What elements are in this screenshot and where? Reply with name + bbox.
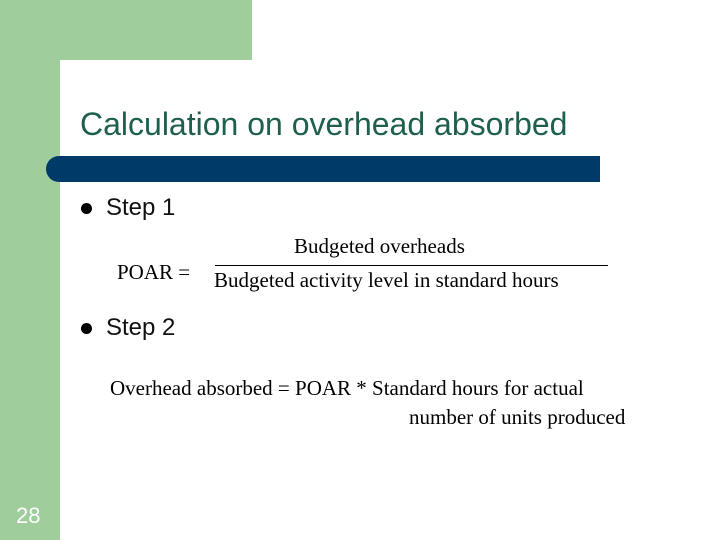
left-green-band bbox=[0, 0, 60, 540]
step-2-label: Step 2 bbox=[106, 314, 176, 341]
formula1-lhs: POAR = bbox=[117, 260, 191, 284]
slide-title: Calculation on overhead absorbed bbox=[80, 106, 568, 142]
formula1-numerator: Budgeted overheads bbox=[294, 234, 465, 258]
formula2-line1: Overhead absorbed = POAR * Standard hours for actual bbox=[110, 376, 584, 400]
title-underline-bar bbox=[46, 156, 600, 182]
top-green-band bbox=[0, 0, 252, 60]
bullet-icon bbox=[81, 323, 92, 334]
formula1-denominator: Budgeted activity level in standard hours bbox=[214, 268, 559, 292]
page-number: 28 bbox=[16, 503, 41, 528]
step-1-label: Step 1 bbox=[106, 194, 176, 221]
fraction-line bbox=[215, 265, 608, 266]
bullet-icon bbox=[81, 203, 92, 214]
formula2-line2: number of units produced bbox=[409, 405, 626, 429]
